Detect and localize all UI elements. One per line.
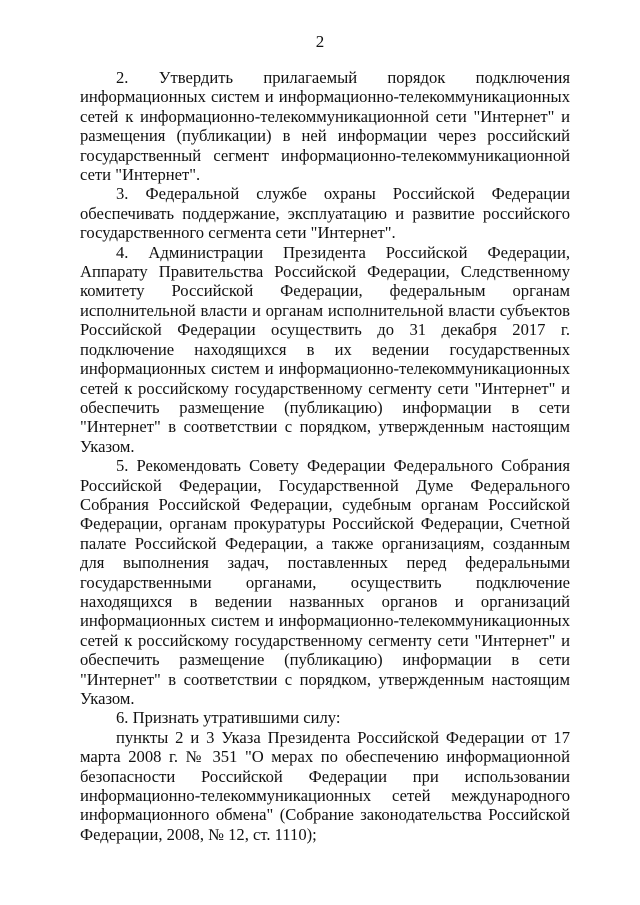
paragraph-item-3: 3. Федеральной службе охраны Российской Федерации обеспечивать поддержание, эксплуатацию и развитие российского государственного сегмента сети "Интернет". — [80, 184, 570, 243]
paragraph-item-6-subclause: пункты 2 и 3 Указа Президента Российской Федерации от 17 марта 2008 г. № 351 "О мерах по обеспечению информационной безопасности Российской Федерации при использовании информационно-телекоммуникационных сетей международного информационного обмена" (Собрание законодательства Российской Федерации, 2008, № 12, ст. 1110); — [80, 727, 570, 844]
paragraph-item-6: 6. Признать утратившими силу: — [116, 708, 341, 728]
document-body — [80, 68, 570, 844]
paragraph-item-4: 4. Администрации Президента Российской Федерации, Аппарату Правительства Российской Федерации, Следственному комитету Российской Федерации, федеральным органам исполнительной власти и органам исполнительной власти субъектов Российской Федерации осуществить до 31 декабря 2017 г. подключение находящихся в их ведении государственных информационных систем и информационно-телекоммуникационных сетей к российскому государственному сегменту сети "Интернет" и обеспечить размещение (публикацию) информации в сети "Интернет" в соответствии с порядком, утвержденным настоящим Указом. — [80, 242, 570, 456]
paragraph-item-5: 5. Рекомендовать Совету Федерации Федерального Собрания Российской Федерации, Государственной Думе Федерального Собрания Российской Федерации, судебным органам Российской Федерации, органам прокуратуры Российской Федерации, Счетной палате Российской Федерации, а также организациям, созданным для выполнения задач, поставленных перед федеральными государственными органами, осуществить подключение находящихся в ведении названных органов и организаций информационных систем и информационно-телекоммуникационных сетей к российскому государственному сегменту сети "Интернет" и обеспечить размещение (публикацию) информации в сети "Интернет" в соответствии с порядком, утвержденным настоящим Указом. — [80, 456, 570, 708]
page-number: 2 — [315, 32, 325, 51]
paragraph-item-2: 2. Утвердить прилагаемый порядок подключения информационных систем и информационно-телекоммуникационных сетей к информационно-телекоммуникационной сети "Интернет" и размещения (публикации) в ней информации через российский государственный сегмент информационно-телекоммуникационной сети "Интернет". — [80, 68, 570, 185]
